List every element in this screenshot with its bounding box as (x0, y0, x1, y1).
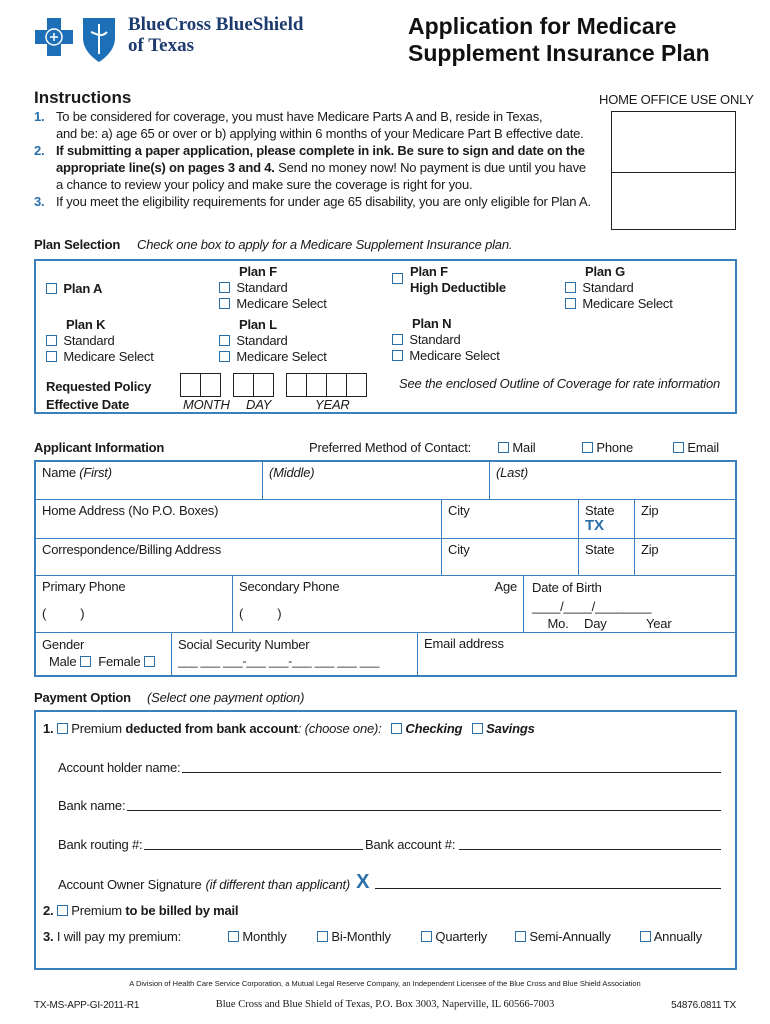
billing-state-field[interactable] (579, 539, 635, 576)
billing-zip-field[interactable] (635, 539, 735, 576)
medicare-select-label: Medicare Select (63, 349, 154, 364)
secondary-phone-label: Secondary Phone (239, 579, 340, 594)
dob-field[interactable] (524, 576, 735, 633)
bluecross-blueshield-logo-icon (33, 14, 123, 66)
home-zip-field[interactable] (635, 500, 735, 539)
plan-a-label: Plan A (63, 281, 103, 296)
option-text-bold: deducted from bank account (125, 721, 298, 736)
billed-by-mail-checkbox[interactable] (57, 905, 68, 916)
frequency-annually[interactable] (640, 929, 702, 944)
plan-f-select-option[interactable] (219, 296, 327, 312)
payment-option-instruction: (Select one payment option) (147, 690, 305, 705)
plan-selection-instruction: Check one box to apply for a Medicare Supplement Insurance plan. (137, 237, 513, 252)
plan-g-group (565, 264, 673, 312)
plan-l-group (219, 317, 327, 365)
phone-checkbox[interactable] (582, 442, 593, 453)
home-city-field[interactable] (442, 500, 579, 539)
primary-phone-label: Primary Phone (42, 579, 126, 594)
logo-line-1: BlueCross BlueShield (128, 14, 304, 35)
option-text: I will pay my premium: (56, 929, 182, 944)
requested-date-line-2: Effective Date (46, 397, 130, 412)
instruction-text: and be: a) age 65 or over or b) applying within 6 months of your Medicare Part B effective date. (56, 126, 584, 141)
year-input[interactable] (286, 373, 366, 400)
account-holder-field[interactable] (58, 760, 721, 775)
contact-email-option[interactable] (673, 440, 719, 455)
plan-f-hd-label: Plan F (410, 264, 448, 279)
annually-label: Annually (653, 929, 702, 944)
phone-area-code: ( ) (239, 606, 282, 621)
signature-x-mark: X (356, 871, 370, 893)
bank-name-label: Bank name: (58, 798, 126, 813)
routing-label: Bank routing #: (58, 837, 143, 852)
standard-label: Standard (582, 280, 634, 295)
plan-k-label: Plan K (66, 317, 106, 332)
instruction-number: 2. (34, 143, 45, 158)
dob-month-label: Mo. (547, 616, 569, 631)
checking-option[interactable] (391, 721, 462, 736)
standard-label: Standard (409, 332, 461, 347)
savings-label: Savings (486, 721, 535, 736)
semiannually-label: Semi-Annually (529, 929, 611, 944)
standard-label: Standard (63, 333, 115, 348)
last-name-field[interactable] (490, 462, 735, 500)
age-label: Age (494, 579, 517, 594)
account-holder-label: Account holder name: (58, 760, 181, 775)
female-option[interactable] (98, 654, 155, 669)
plan-n-standard-checkbox[interactable] (392, 334, 403, 345)
plan-g-label: Plan G (585, 264, 625, 279)
female-label: Female (98, 654, 141, 669)
instruction-text: Send no money now! No payment is due until you have (274, 160, 586, 175)
quarterly-label: Quarterly (435, 929, 488, 944)
phone-label: Phone (596, 440, 634, 455)
day-label: DAY (246, 397, 272, 412)
page-title (408, 13, 710, 67)
phone-area-code: ( ) (42, 606, 85, 621)
form-id: TX-MS-APP-GI-2011-R1 (34, 1000, 140, 1011)
monthly-checkbox[interactable] (228, 931, 239, 942)
billing-city-field[interactable] (442, 539, 579, 576)
frequency-semiannually[interactable] (515, 929, 611, 944)
instructions-heading: Instructions (34, 88, 132, 107)
requested-date-line-1: Requested Policy (46, 379, 152, 394)
option-text-italic: : (choose one): (297, 721, 382, 736)
logo-line-2: of Texas (128, 35, 194, 56)
state-label: State (585, 542, 615, 557)
instruction-text: If submitting a paper application, please complete in ink. Be sure to sign and date on the (56, 143, 585, 158)
month-label: MONTH (183, 397, 230, 412)
male-label: Male (49, 654, 77, 669)
male-checkbox[interactable] (80, 656, 91, 667)
ssn-label: Social Security Number (178, 637, 310, 652)
city-label: City (448, 542, 470, 557)
signature-note: (if different than applicant) (205, 877, 351, 892)
plan-f-label: Plan F (239, 264, 277, 279)
state-label: State (585, 503, 615, 518)
day-input[interactable] (233, 373, 273, 400)
zip-label: Zip (641, 542, 659, 557)
requested-date-label (46, 378, 151, 414)
signature-label: Account Owner Signature (58, 877, 202, 892)
mail-label: Mail (512, 440, 536, 455)
instruction-item-2 (34, 142, 604, 159)
contact-phone-option[interactable] (582, 440, 633, 455)
instruction-number: 1. (34, 109, 45, 124)
savings-option[interactable] (472, 721, 535, 736)
plan-k-select-checkbox[interactable] (46, 351, 57, 362)
medicare-select-label: Medicare Select (409, 348, 500, 363)
payment-option-label: Payment Option (34, 690, 131, 705)
first-label: (First) (79, 465, 112, 480)
plan-f-group (219, 264, 327, 312)
middle-name-field[interactable] (263, 462, 490, 500)
bank-deduction-checkbox[interactable] (57, 723, 68, 734)
instruction-text: To be considered for coverage, you must have Medicare Parts A and B, reside in Texas, (56, 109, 543, 124)
plan-selection-label: Plan Selection (34, 237, 121, 252)
plan-l-select-option[interactable] (219, 349, 327, 365)
savings-checkbox[interactable] (472, 723, 483, 734)
first-name-field[interactable] (36, 462, 263, 500)
checking-label: Checking (405, 721, 463, 736)
year-label: YEAR (315, 397, 350, 412)
plan-k-select-option[interactable] (46, 349, 154, 365)
zip-label: Zip (641, 503, 659, 518)
semiannually-checkbox[interactable] (515, 931, 526, 942)
option-text: Premium (71, 721, 126, 736)
home-address-label: Home Address (No P.O. Boxes) (42, 503, 219, 518)
month-input[interactable] (180, 373, 220, 400)
frequency-bimonthly[interactable] (317, 929, 391, 944)
email-checkbox[interactable] (673, 442, 684, 453)
dob-line: ____/____/________ (532, 599, 652, 614)
billing-address-label: Correspondence/Billing Address (42, 542, 221, 557)
middle-label: (Middle) (269, 465, 315, 480)
plan-l-label: Plan L (239, 317, 277, 332)
medicare-select-label: Medicare Select (582, 296, 673, 311)
primary-phone-field[interactable] (36, 576, 233, 633)
plan-n-select-checkbox[interactable] (392, 350, 403, 361)
plan-k-standard-option[interactable] (46, 333, 154, 349)
plan-g-standard-option[interactable] (565, 280, 673, 296)
plan-n-group (392, 316, 500, 364)
dob-year-label: Year (646, 616, 672, 631)
plan-l-select-checkbox[interactable] (219, 351, 230, 362)
contact-mail-option[interactable] (498, 440, 535, 455)
plan-f-select-checkbox[interactable] (219, 298, 230, 309)
ssn-line: ___ ___ ___-___ ___-___ ___ ___ ___ (178, 654, 380, 668)
quarterly-checkbox[interactable] (421, 931, 432, 942)
checking-checkbox[interactable] (391, 723, 402, 734)
logo-name (128, 14, 303, 56)
secondary-phone-field[interactable] (233, 576, 464, 633)
rate-note: See the enclosed Outline of Coverage for rate information (399, 376, 721, 391)
instruction-text: appropriate line(s) on pages 3 and 4. (56, 160, 275, 175)
plan-g-select-option[interactable] (565, 296, 673, 312)
plan-g-select-checkbox[interactable] (565, 298, 576, 309)
bimonthly-label: Bi-Monthly (331, 929, 391, 944)
monthly-label: Monthly (242, 929, 287, 944)
billing-address-field[interactable] (36, 539, 442, 576)
plan-n-label: Plan N (412, 316, 452, 331)
plan-n-select-option[interactable] (392, 348, 500, 364)
account-number-field[interactable] (365, 837, 721, 852)
option-number: 2. (43, 903, 54, 918)
mail-checkbox[interactable] (498, 442, 509, 453)
home-state-field (579, 500, 635, 539)
title-line-2: Supplement Insurance Plan (408, 40, 710, 66)
last-label: (Last) (496, 465, 529, 480)
plan-f-hd-option[interactable] (392, 264, 506, 296)
option-number: 3. (43, 929, 54, 944)
email-address-field[interactable] (418, 633, 735, 675)
name-label: Name (42, 465, 80, 480)
gender-field (36, 633, 172, 675)
plan-n-standard-option[interactable] (392, 332, 500, 348)
gender-label: Gender (42, 637, 85, 652)
plan-k-standard-checkbox[interactable] (46, 335, 57, 346)
instruction-list (34, 108, 604, 210)
female-checkbox[interactable] (144, 656, 155, 667)
plan-a-option[interactable] (46, 281, 102, 296)
signature-field[interactable] (58, 872, 721, 892)
contact-method-label: Preferred Method of Contact: (309, 440, 472, 455)
home-office-label: HOME OFFICE USE ONLY (599, 92, 754, 107)
footer-address: Blue Cross and Blue Shield of Texas, P.O. Box 3003, Naperville, IL 60566-7003 (215, 999, 555, 1010)
instruction-number: 3. (34, 194, 45, 209)
dob-label: Date of Birth (532, 580, 602, 595)
instruction-text: a chance to review your policy and make sure the coverage is right for you. (56, 177, 473, 192)
plan-g-standard-checkbox[interactable] (565, 282, 576, 293)
annually-checkbox[interactable] (640, 931, 651, 942)
logo (33, 14, 123, 66)
footer-division: A Division of Health Care Service Corporation, a Mutual Legal Reserve Company, an Independent Licensee of the Blue Cross and Blue Shield Association (129, 979, 641, 988)
standard-label: Standard (236, 280, 288, 295)
medicare-select-label: Medicare Select (236, 349, 327, 364)
state-value: TX (585, 517, 604, 534)
applicant-info-label: Applicant Information (34, 440, 165, 455)
email-label: Email (687, 440, 719, 455)
plan-f-standard-option[interactable] (219, 280, 327, 296)
home-address-field[interactable] (36, 500, 442, 539)
instruction-item-1 (34, 108, 604, 125)
plan-f-hd-label-2: High Deductible (410, 280, 506, 295)
plan-f-hd-checkbox[interactable] (392, 273, 403, 284)
city-label: City (448, 503, 470, 518)
frequency-quarterly[interactable] (421, 929, 487, 944)
bimonthly-checkbox[interactable] (317, 931, 328, 942)
applicant-info-box (34, 460, 737, 677)
account-number-label: Bank account #: (365, 837, 456, 852)
ssn-field[interactable] (172, 633, 418, 675)
payment-option-1 (43, 721, 535, 736)
payment-option-2 (43, 903, 238, 918)
plan-k-group (46, 317, 154, 365)
instruction-text: If you meet the eligibility requirements for under age 65 disability, you are only eligible for Plan A. (56, 194, 591, 209)
home-office-box (611, 111, 736, 230)
option-text: Premium (71, 903, 126, 918)
plan-l-standard-checkbox[interactable] (219, 335, 230, 346)
plan-f-standard-checkbox[interactable] (219, 282, 230, 293)
bank-name-field[interactable] (58, 798, 721, 813)
email-address-label: Email address (424, 636, 504, 651)
dob-day-label: Day (584, 616, 607, 631)
standard-label: Standard (236, 333, 288, 348)
form-code: 54876.0811 TX (671, 1000, 736, 1011)
plan-a-checkbox[interactable] (46, 283, 57, 294)
title-line-1: Application for Medicare (408, 13, 677, 39)
option-number: 1. (43, 721, 54, 736)
option-text-bold: to be billed by mail (125, 903, 239, 918)
medicare-select-label: Medicare Select (236, 296, 327, 311)
instruction-item-3 (34, 193, 604, 210)
frequency-monthly[interactable] (228, 929, 287, 944)
routing-field[interactable] (58, 837, 363, 852)
age-field[interactable] (464, 576, 524, 633)
payment-option-3 (43, 929, 181, 944)
plan-l-standard-option[interactable] (219, 333, 327, 349)
male-option[interactable] (49, 654, 91, 669)
